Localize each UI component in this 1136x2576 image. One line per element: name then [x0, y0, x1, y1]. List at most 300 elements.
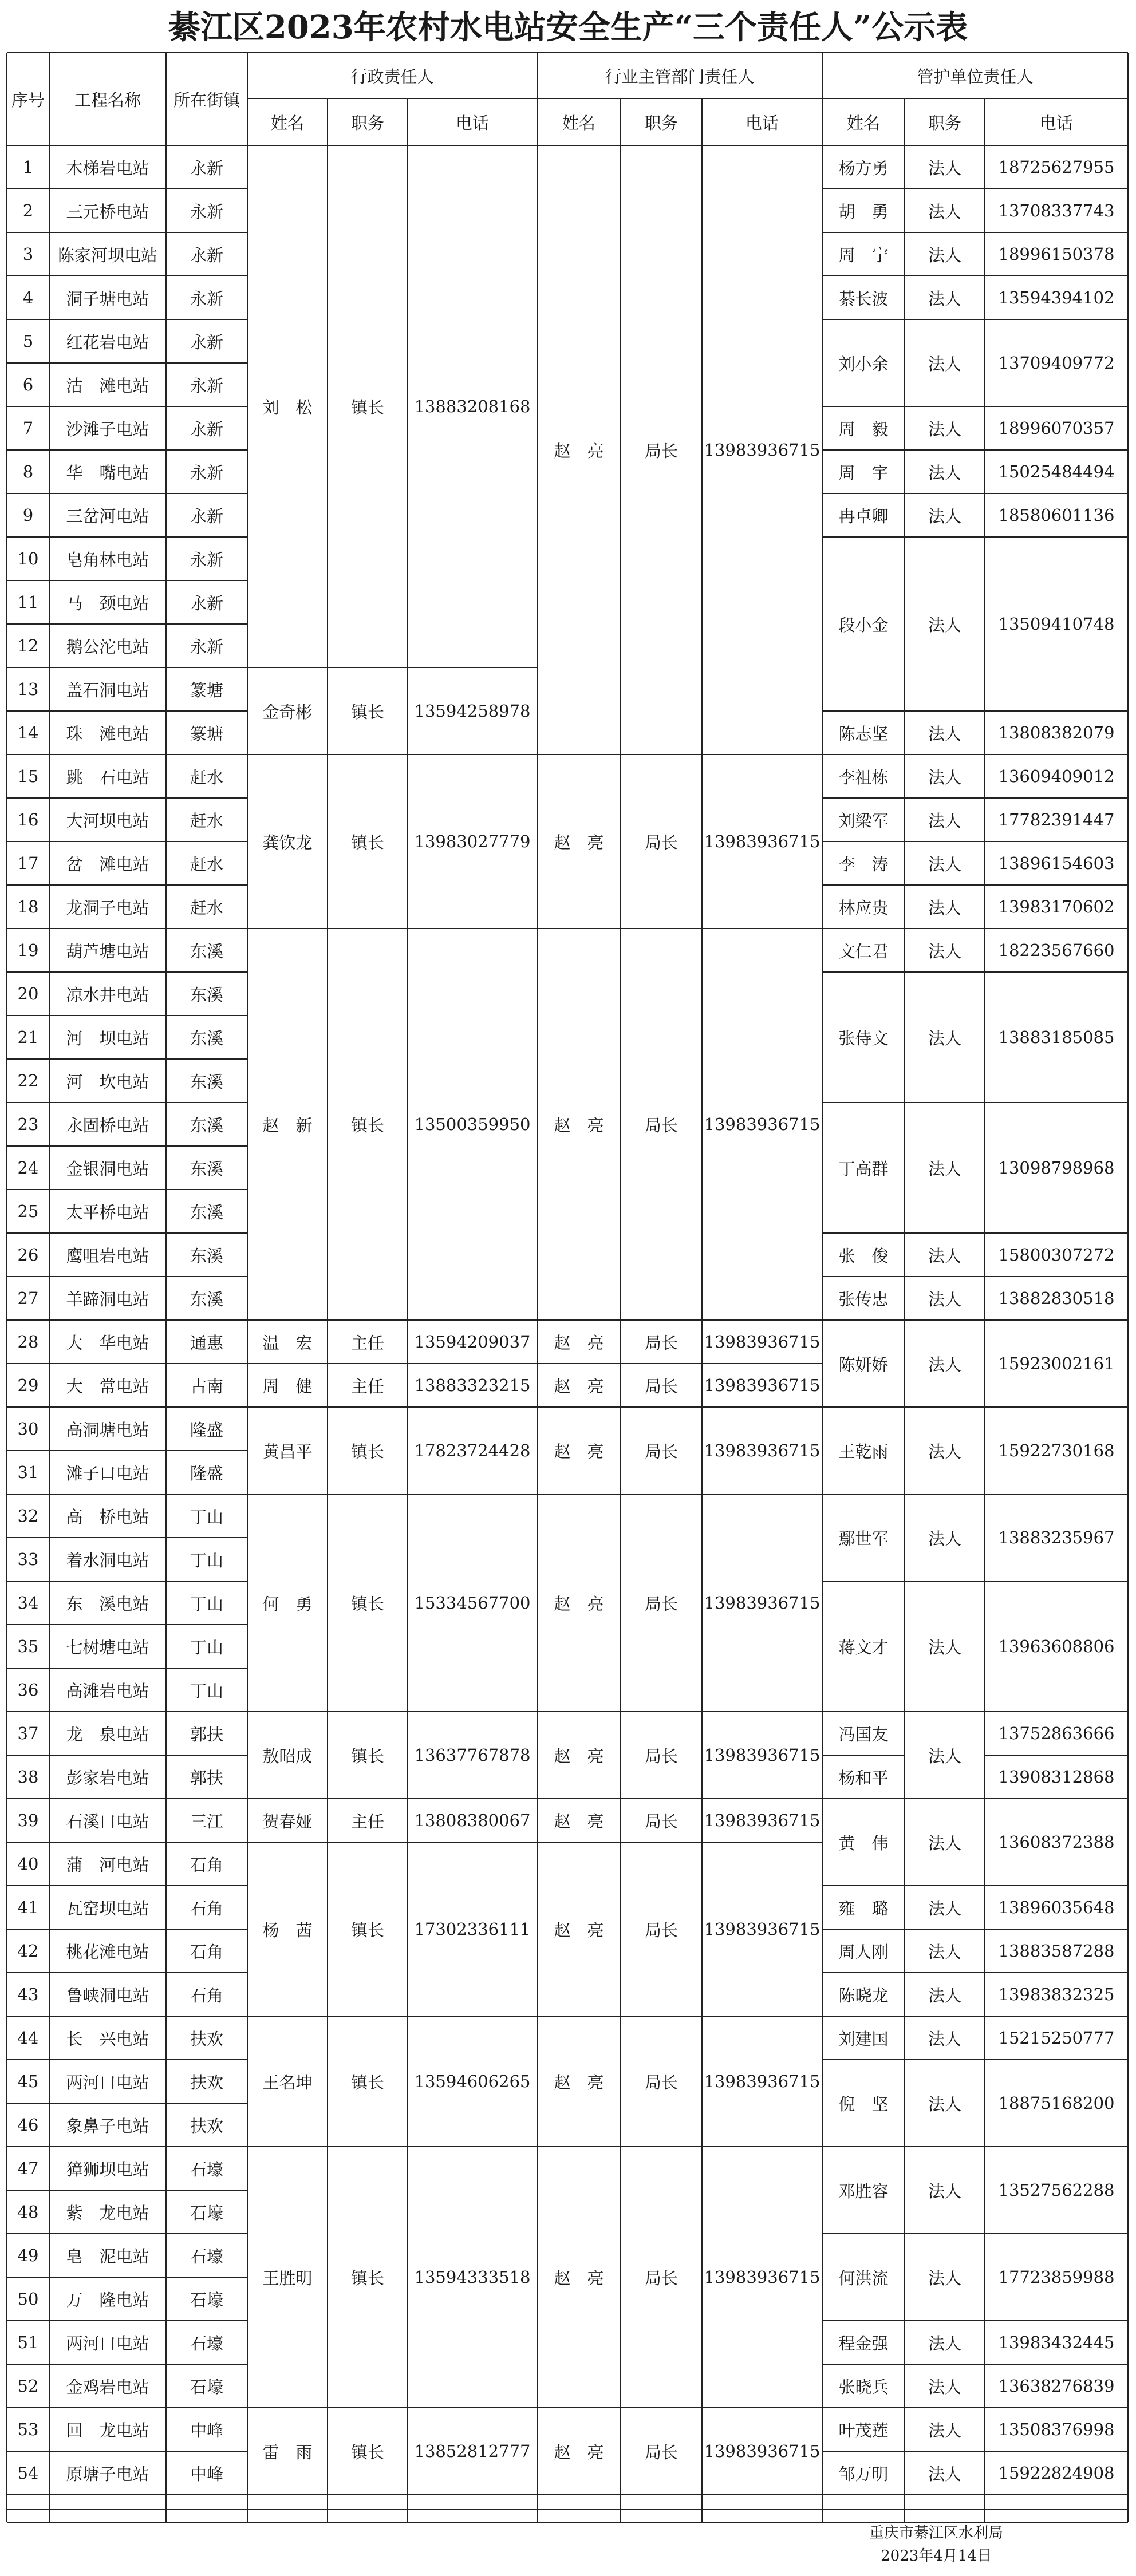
row-seq: 19: [17, 941, 39, 960]
row-town: 隆盛: [190, 1420, 223, 1440]
maint-phone: 18725627955: [998, 157, 1115, 177]
row-seq: 30: [17, 1419, 39, 1439]
maint-phone: 18580601136: [998, 505, 1115, 525]
row-seq: 42: [17, 1941, 39, 1961]
maint-title: 法人: [928, 2181, 961, 2201]
row-project-name: 蒲 河电站: [66, 1855, 149, 1875]
admin-title: 镇长: [350, 1441, 384, 1461]
row-project-name: 沙滩子电站: [66, 419, 149, 439]
maint-title: 法人: [928, 2268, 961, 2288]
row-town: 石角: [190, 1855, 223, 1875]
maint-title: 法人: [928, 2029, 961, 2049]
row-project-name: 皂 泥电站: [66, 2246, 149, 2266]
row-project-name: 河 坎电站: [66, 1072, 149, 1092]
maint-name: 周人刚: [838, 1942, 889, 1962]
maint-name: 李 涛: [838, 854, 889, 874]
row-town: 古南: [190, 1376, 223, 1396]
row-project-name: 大 华电站: [66, 1333, 149, 1353]
admin-title: 镇长: [350, 2268, 384, 2288]
maint-title: 法人: [928, 1746, 961, 1766]
row-seq: 48: [17, 2202, 39, 2222]
maint-title: 法人: [928, 506, 961, 526]
row-town: 丁山: [190, 1550, 223, 1570]
row-seq: 2: [22, 201, 34, 220]
admin-phone: 13883208168: [414, 397, 531, 416]
maint-title: 法人: [928, 767, 961, 787]
maint-name: 段小金: [838, 615, 889, 635]
row-town: 东溪: [190, 1289, 223, 1309]
footer-date: 2023年4月14日: [881, 2547, 992, 2565]
row-town: 赶水: [190, 767, 223, 787]
maint-name: 张传忠: [838, 1289, 889, 1309]
row-town: 石壕: [190, 2246, 223, 2266]
admin-phone: 13500359950: [414, 1115, 531, 1134]
maint-phone: 17782391447: [998, 810, 1115, 829]
row-project-name: 金鸡岩电站: [66, 2377, 149, 2397]
row-town: 永新: [190, 550, 223, 570]
row-seq: 10: [17, 549, 39, 568]
admin-name: 王名坤: [262, 2072, 313, 2092]
row-town: 永新: [190, 376, 223, 396]
maint-title: 法人: [928, 1441, 961, 1461]
row-seq: 52: [17, 2376, 39, 2396]
row-project-name: 盖石洞电站: [66, 680, 149, 700]
row-seq: 39: [17, 1811, 39, 1830]
maint-name: 綦长波: [838, 289, 889, 309]
row-project-name: 紫 龙电站: [66, 2203, 149, 2223]
row-town: 永新: [190, 158, 223, 178]
maint-phone: 13808382079: [998, 723, 1115, 742]
industry-title: 局长: [644, 2442, 678, 2462]
maint-phone: 13983170602: [998, 897, 1115, 916]
maint-title: 法人: [928, 1528, 961, 1548]
maint-name: 冯国友: [838, 1724, 889, 1744]
admin-title: 镇长: [350, 1746, 384, 1766]
row-seq: 54: [17, 2463, 39, 2483]
row-project-name: 沽 滩电站: [66, 376, 149, 396]
row-project-name: 鹰咀岩电站: [66, 1246, 149, 1266]
maint-name: 林应贵: [838, 898, 889, 918]
maint-phone: 13908312868: [998, 1767, 1115, 1787]
row-seq: 43: [17, 1985, 39, 2004]
row-town: 隆盛: [190, 1463, 223, 1483]
maint-title: 法人: [928, 1289, 961, 1309]
maint-name: 程金强: [838, 2333, 889, 2353]
row-town: 石壕: [190, 2333, 223, 2353]
row-town: 东溪: [190, 1028, 223, 1048]
row-seq: 51: [17, 2333, 39, 2352]
row-seq: 44: [17, 2028, 39, 2048]
industry-phone: 13983936715: [704, 2441, 821, 2461]
maint-name: 叶茂莲: [838, 2420, 889, 2440]
row-seq: 33: [17, 1550, 39, 1569]
row-town: 东溪: [190, 1072, 223, 1092]
admin-phone: 13637767878: [414, 1745, 531, 1765]
industry-name: 赵 亮: [554, 1115, 604, 1135]
row-town: 郭扶: [190, 1768, 223, 1788]
row-project-name: 两河口电站: [66, 2072, 149, 2092]
maint-phone: 13883587288: [998, 1941, 1115, 1961]
row-town: 丁山: [190, 1637, 223, 1657]
header-sub-name: 姓名: [846, 113, 880, 133]
maint-title: 法人: [928, 202, 961, 222]
admin-phone: 13852812777: [414, 2441, 531, 2461]
maint-phone: 13098798968: [998, 1158, 1115, 1178]
industry-phone: 13983936715: [704, 1115, 821, 1134]
row-seq: 3: [22, 244, 34, 264]
maint-title: 法人: [928, 1942, 961, 1962]
industry-phone: 13983936715: [704, 2267, 821, 2287]
row-town: 石壕: [190, 2159, 223, 2179]
admin-title: 镇长: [350, 1920, 384, 1940]
admin-name: 贺春娅: [262, 1811, 313, 1831]
maint-name: 刘小余: [838, 354, 889, 374]
industry-phone: 13983936715: [704, 1745, 821, 1765]
admin-title: 镇长: [350, 702, 384, 722]
row-town: 扶欢: [190, 2072, 223, 2092]
maint-phone: 13752863666: [998, 1724, 1115, 1743]
maint-phone: 15922824908: [998, 2463, 1115, 2483]
row-project-name: 大 常电站: [66, 1376, 149, 1396]
maint-name: 冉卓卿: [838, 506, 889, 526]
industry-name: 赵 亮: [554, 1811, 604, 1831]
row-town: 扶欢: [190, 2029, 223, 2049]
header-admin-group: 行政责任人: [350, 66, 434, 86]
maint-title: 法人: [928, 289, 961, 309]
row-seq: 4: [22, 288, 34, 307]
row-town: 郭扶: [190, 1724, 223, 1744]
admin-name: 雷 雨: [262, 2442, 313, 2462]
maint-phone: 13708337743: [998, 201, 1115, 220]
industry-name: 赵 亮: [554, 2072, 604, 2092]
maint-phone: 13509410748: [998, 614, 1115, 634]
row-project-name: 象鼻子电站: [66, 2116, 149, 2136]
row-seq: 36: [17, 1680, 39, 1700]
header-sub-name: 姓名: [270, 113, 304, 133]
maint-phone: 13896154603: [998, 854, 1115, 873]
header-sub-phone: 电话: [455, 113, 489, 133]
row-seq: 28: [17, 1332, 39, 1352]
admin-phone: 13594606265: [414, 2072, 531, 2091]
row-town: 石角: [190, 1985, 223, 2005]
admin-phone: 17302336111: [414, 1919, 531, 1939]
admin-title: 镇长: [350, 397, 384, 417]
header-sub-name: 姓名: [562, 113, 595, 133]
maint-phone: 13963608806: [998, 1637, 1115, 1656]
maint-name: 黄 伟: [838, 1833, 889, 1853]
industry-title: 局长: [644, 1746, 678, 1766]
row-town: 赶水: [190, 854, 223, 874]
row-project-name: 葫芦塘电站: [66, 941, 149, 961]
maint-phone: 15800307272: [998, 1245, 1115, 1265]
maint-name: 邓胜容: [838, 2181, 889, 2201]
row-town: 永新: [190, 419, 223, 439]
admin-name: 敖昭成: [262, 1746, 313, 1766]
row-seq: 14: [17, 723, 39, 742]
header-maint-group: 管护单位责任人: [917, 66, 1034, 86]
maint-name: 鄢世军: [838, 1528, 889, 1548]
row-town: 石壕: [190, 2203, 223, 2223]
row-project-name: 獐狮坝电站: [66, 2159, 149, 2179]
header-town: 所在街镇: [173, 90, 240, 110]
admin-name: 温 宏: [262, 1333, 313, 1353]
row-seq: 6: [22, 375, 34, 394]
maint-name: 杨和平: [838, 1768, 889, 1788]
maint-title: 法人: [928, 1354, 961, 1374]
maint-name: 倪 坚: [838, 2094, 889, 2114]
row-project-name: 滩子口电站: [66, 1463, 149, 1483]
row-seq: 47: [17, 2159, 39, 2178]
maint-phone: 18875168200: [998, 2093, 1115, 2113]
row-seq: 18: [17, 897, 39, 916]
maint-name: 丁高群: [838, 1159, 889, 1179]
admin-name: 何 勇: [262, 1594, 313, 1614]
admin-name: 刘 松: [262, 397, 313, 417]
row-project-name: 桃花滩电站: [66, 1942, 149, 1962]
row-seq: 38: [17, 1767, 39, 1787]
row-project-name: 金银洞电站: [66, 1159, 149, 1179]
row-seq: 24: [17, 1158, 39, 1178]
industry-title: 局长: [644, 832, 678, 852]
row-project-name: 太平桥电站: [66, 1202, 149, 1222]
header-industry-group: 行业主管部门责任人: [605, 66, 755, 86]
maint-title: 法人: [928, 2464, 961, 2484]
row-town: 永新: [190, 463, 223, 483]
row-town: 永新: [190, 593, 223, 613]
industry-name: 赵 亮: [554, 1594, 604, 1614]
industry-name: 赵 亮: [554, 1333, 604, 1353]
industry-title: 局长: [644, 1333, 678, 1353]
header-seq: 序号: [11, 90, 45, 110]
maint-name: 刘梁军: [838, 811, 889, 831]
row-town: 赶水: [190, 898, 223, 918]
maint-title: 法人: [928, 1637, 961, 1657]
maint-phone: 13883235967: [998, 1528, 1115, 1547]
row-town: 永新: [190, 506, 223, 526]
header-project: 工程名称: [74, 90, 141, 110]
maint-title: 法人: [928, 2333, 961, 2353]
row-project-name: 马 颈电站: [66, 593, 149, 613]
maint-title: 法人: [928, 2094, 961, 2114]
row-project-name: 彭家岩电站: [66, 1768, 149, 1788]
row-seq: 46: [17, 2115, 39, 2135]
row-seq: 32: [17, 1506, 39, 1526]
row-seq: 17: [17, 854, 39, 873]
row-project-name: 岔 滩电站: [66, 854, 149, 874]
industry-name: 赵 亮: [554, 2442, 604, 2462]
row-seq: 45: [17, 2072, 39, 2091]
row-town: 永新: [190, 637, 223, 657]
admin-title: 主任: [350, 1333, 384, 1353]
maint-phone: 18223567660: [998, 941, 1115, 960]
row-project-name: 石溪口电站: [66, 1811, 149, 1831]
maint-title: 法人: [928, 615, 961, 635]
industry-title: 局长: [644, 441, 678, 461]
row-project-name: 高滩岩电站: [66, 1681, 149, 1701]
row-seq: 15: [17, 767, 39, 786]
row-town: 永新: [190, 289, 223, 309]
maint-phone: 13638276839: [998, 2376, 1115, 2396]
maint-title: 法人: [928, 941, 961, 961]
maint-name: 张晓兵: [838, 2377, 889, 2397]
admin-phone: 13594333518: [414, 2267, 531, 2287]
maint-name: 胡 勇: [838, 202, 889, 222]
footer-organization: 重庆市綦江区水利局: [869, 2524, 1003, 2542]
maint-name: 李祖栋: [838, 767, 889, 787]
maint-phone: 13983432445: [998, 2333, 1115, 2352]
row-project-name: 高洞塘电站: [66, 1420, 149, 1440]
row-town: 石角: [190, 1898, 223, 1918]
industry-name: 赵 亮: [554, 1920, 604, 1940]
admin-phone: 13883323215: [414, 1376, 531, 1395]
maint-phone: 18996070357: [998, 418, 1115, 438]
row-project-name: 万 隆电站: [66, 2290, 149, 2310]
admin-name: 杨 茜: [262, 1920, 313, 1940]
industry-title: 局长: [644, 1115, 678, 1135]
maint-title: 法人: [928, 1159, 961, 1179]
admin-name: 金奇彬: [262, 702, 313, 722]
maint-name: 杨方勇: [838, 158, 889, 178]
row-town: 东溪: [190, 1202, 223, 1222]
industry-title: 局长: [644, 1811, 678, 1831]
row-project-name: 三元桥电站: [66, 202, 149, 222]
maint-title: 法人: [928, 2420, 961, 2440]
row-town: 石壕: [190, 2377, 223, 2397]
maint-title: 法人: [928, 419, 961, 439]
maint-phone: 17723859988: [998, 2267, 1115, 2287]
admin-title: 镇长: [350, 1115, 384, 1135]
row-seq: 20: [17, 984, 39, 1003]
row-town: 石壕: [190, 2290, 223, 2310]
industry-name: 赵 亮: [554, 441, 604, 461]
admin-name: 周 健: [262, 1376, 313, 1396]
maint-name: 文仁君: [838, 941, 889, 961]
row-project-name: 东 溪电站: [66, 1594, 149, 1614]
row-seq: 9: [22, 505, 34, 525]
maint-phone: 15025484494: [998, 462, 1115, 481]
maint-title: 法人: [928, 898, 961, 918]
maint-name: 周 宁: [838, 245, 889, 265]
row-town: 三江: [190, 1811, 223, 1831]
admin-phone: 13808380067: [414, 1811, 531, 1830]
industry-name: 赵 亮: [554, 1746, 604, 1766]
maint-title: 法人: [928, 724, 961, 744]
admin-title: 镇长: [350, 1594, 384, 1614]
row-town: 东溪: [190, 941, 223, 961]
row-project-name: 木梯岩电站: [66, 158, 149, 178]
industry-phone: 13983936715: [704, 1811, 821, 1830]
industry-phone: 13983936715: [704, 2072, 821, 2091]
row-town: 赶水: [190, 811, 223, 831]
row-project-name: 三岔河电站: [66, 506, 149, 526]
industry-phone: 13983936715: [704, 1332, 821, 1352]
row-town: 通惠: [190, 1333, 223, 1353]
row-town: 永新: [190, 245, 223, 265]
row-seq: 11: [17, 592, 39, 612]
row-town: 永新: [190, 332, 223, 352]
row-project-name: 珠 滩电站: [66, 724, 149, 744]
industry-name: 赵 亮: [554, 1376, 604, 1396]
row-project-name: 长 兴电站: [66, 2029, 149, 2049]
admin-title: 主任: [350, 1811, 384, 1831]
maint-phone: 13882830518: [998, 1289, 1115, 1308]
industry-phone: 13983936715: [704, 1919, 821, 1939]
row-town: 扶欢: [190, 2116, 223, 2136]
maint-phone: 13883185085: [998, 1028, 1115, 1047]
maint-title: 法人: [928, 2377, 961, 2397]
row-town: 丁山: [190, 1594, 223, 1614]
row-project-name: 龙洞子电站: [66, 898, 149, 918]
row-town: 篆塘: [190, 724, 223, 744]
maint-phone: 13983832325: [998, 1985, 1115, 2004]
industry-phone: 13983936715: [704, 1376, 821, 1395]
row-project-name: 大河坝电站: [66, 811, 149, 831]
row-seq: 5: [22, 331, 34, 351]
industry-title: 局长: [644, 1594, 678, 1614]
maint-title: 法人: [928, 1028, 961, 1048]
maint-phone: 13709409772: [998, 353, 1115, 373]
admin-title: 镇长: [350, 832, 384, 852]
maint-name: 周 毅: [838, 419, 889, 439]
maint-name: 何洪流: [838, 2268, 889, 2288]
row-seq: 49: [17, 2246, 39, 2265]
row-seq: 7: [22, 418, 34, 438]
row-town: 中峰: [190, 2464, 223, 2484]
industry-title: 局长: [644, 2268, 678, 2288]
row-seq: 50: [17, 2289, 39, 2309]
row-seq: 21: [17, 1028, 39, 1047]
industry-title: 局长: [644, 1376, 678, 1396]
maint-name: 蒋文才: [838, 1637, 889, 1657]
row-project-name: 两河口电站: [66, 2333, 149, 2353]
row-project-name: 陈家河坝电站: [57, 245, 157, 265]
maint-phone: 18996150378: [998, 244, 1115, 264]
industry-phone: 13983936715: [704, 440, 821, 460]
header-sub-title: 职务: [350, 113, 384, 133]
row-project-name: 高 桥电站: [66, 1507, 149, 1527]
industry-title: 局长: [644, 2072, 678, 2092]
row-project-name: 皂角林电站: [66, 550, 149, 570]
row-project-name: 红花岩电站: [66, 332, 149, 352]
maint-title: 法人: [928, 1898, 961, 1918]
row-seq: 1: [22, 157, 34, 177]
admin-phone: 15334567700: [414, 1593, 531, 1613]
row-seq: 23: [17, 1115, 39, 1134]
maint-phone: 15922730168: [998, 1441, 1115, 1460]
row-seq: 35: [17, 1637, 39, 1656]
industry-title: 局长: [644, 1441, 678, 1461]
maint-name: 王乾雨: [838, 1441, 889, 1461]
admin-name: 赵 新: [262, 1115, 313, 1135]
row-seq: 13: [17, 679, 39, 699]
maint-phone: 13896035648: [998, 1898, 1115, 1917]
industry-phone: 13983936715: [704, 1441, 821, 1460]
row-seq: 40: [17, 1854, 39, 1874]
admin-phone: 13594258978: [414, 701, 531, 721]
row-seq: 12: [17, 636, 39, 655]
row-project-name: 回 龙电站: [66, 2420, 149, 2440]
row-project-name: 着水洞电站: [66, 1550, 149, 1570]
industry-name: 赵 亮: [554, 832, 604, 852]
row-town: 东溪: [190, 1159, 223, 1179]
row-project-name: 河 坝电站: [66, 1028, 149, 1048]
maint-title: 法人: [928, 354, 961, 374]
row-town: 东溪: [190, 1115, 223, 1135]
row-project-name: 鹅公沱电站: [66, 637, 149, 657]
row-project-name: 凉水井电站: [66, 985, 149, 1005]
admin-title: 镇长: [350, 2072, 384, 2092]
maint-phone: 13508376998: [998, 2420, 1115, 2439]
